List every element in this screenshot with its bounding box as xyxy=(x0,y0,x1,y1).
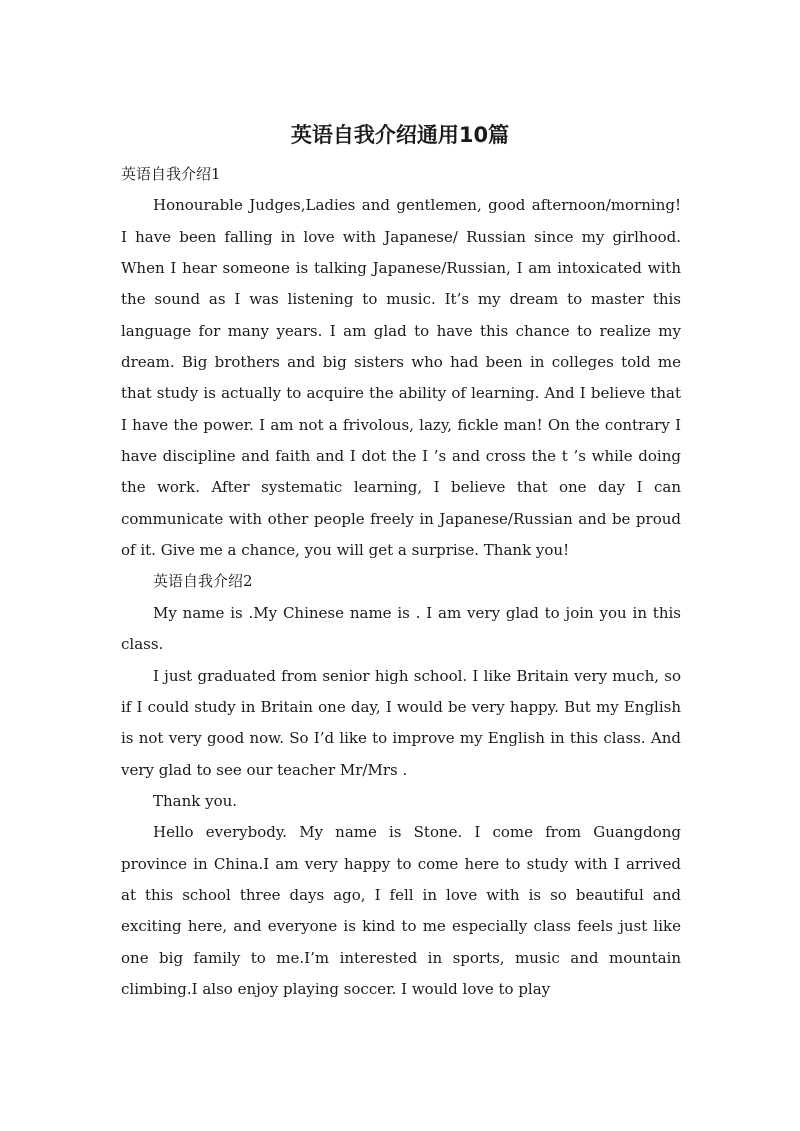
document-body xyxy=(121,159,681,1005)
section-heading-1: 英语自我介绍1 xyxy=(121,165,221,183)
section-1-paragraph-1: Honourable Judges,Ladies and gentlemen, good afternoon/morning! I have been falling in love with Japanese/ Russian since my girlhood. When I hear someone is talking Japanese/Russian, I am intoxicated with the sound as I was listening to music. It’s my dream to master this language for many years. I am glad to have this chance to realize my dream. Big brothers and big sisters who had been in colleges told me that study is actually to acquire the ability of learning. And I believe that I have the power. I am not a frivolous, lazy, fickle man! On the contrary I have discipline and faith and I dot the I ’s and cross the t ’s while doing the work. After systematic learning, I believe that one day I can communicate with other people freely in Japanese/Russian and be proud of it. Give me a chance, you will get a surprise. Thank you! xyxy=(121,196,681,560)
section-2-paragraph-1: My name is .My Chinese name is . I am very glad to join you in this class. xyxy=(121,603,681,654)
section-2-paragraph-3: Thank you. xyxy=(153,791,238,810)
document-title: 英语自我介绍通用10篇 xyxy=(290,123,510,147)
section-2-paragraph-4: Hello everybody. My name is Stone. I come from Guangdong province in China.I am very happy to come here to study with I arrived at this school three days ago, I fell in love with is so beautiful and exciting here, and everyone is kind to me especially class feels just like one big family to me.I’m interested in sports, music and mountain climbing.I also enjoy playing soccer. I would love to play xyxy=(121,823,681,998)
section-2-paragraph-2: I just graduated from senior high school. I like Britain very much, so if I could study in Britain one day, I would be very happy. But my English is not very good now. So I’d like to improve my English in this class. And very glad to see our teacher Mr/Mrs . xyxy=(121,666,681,779)
section-heading-2: 英语自我介绍2 xyxy=(153,572,253,591)
